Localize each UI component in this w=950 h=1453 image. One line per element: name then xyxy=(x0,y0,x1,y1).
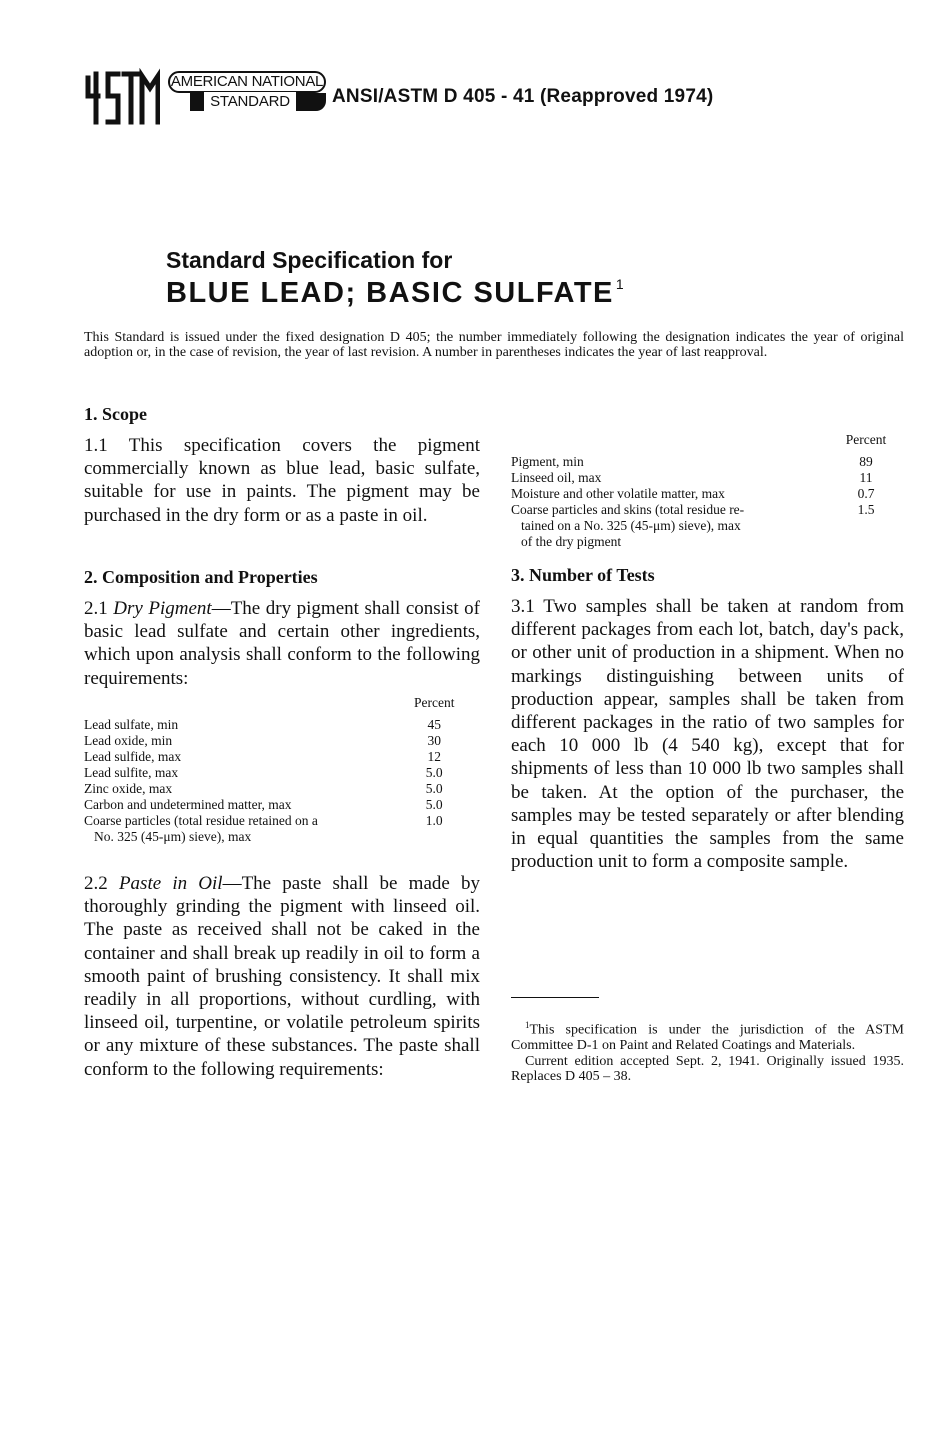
astm-logo xyxy=(84,68,160,126)
row-value: 1.5 xyxy=(857,502,875,517)
section-2-2-paragraph xyxy=(84,872,480,1081)
section-2-1-title: Dry Pigment xyxy=(113,598,212,619)
footnote-text: This specification is under the jurisdiction of the ASTM Committee D-1 on Paint and Related Coatings and Materials. xyxy=(511,1022,904,1054)
footnote-1 xyxy=(511,1018,904,1054)
section-1-1-paragraph: 1.1 This specification covers the pigment commercially known as blue lead, basic sulfate, suitable for use in paints. The pigment may be purchased in the dry form or as a paste in oil. xyxy=(84,435,480,526)
document-title xyxy=(166,276,624,310)
table-row xyxy=(84,797,454,813)
table-row xyxy=(84,781,454,797)
footnote-mark: 1 xyxy=(525,1020,530,1030)
row-label: Lead sulfide, max xyxy=(84,749,182,764)
table-row xyxy=(84,765,454,781)
title-line2: BLUE LEAD; BASIC SULFATE xyxy=(166,277,614,309)
astm-logo-icon xyxy=(84,68,160,126)
row-label: Lead sulfate, min xyxy=(84,717,179,732)
row-value xyxy=(414,829,454,845)
table-header-percent: Percent xyxy=(414,695,455,710)
section-2-heading: 2. Composition and Properties xyxy=(84,567,318,587)
requirements-table xyxy=(84,695,454,845)
row-value: 89 xyxy=(859,454,873,469)
table-row xyxy=(84,829,454,845)
row-label: Carbon and undetermined matter, max xyxy=(84,797,292,812)
intro-paragraph: This Standard is issued under the fixed designation D 405; the number immediately following the designation indicates the year of original adoption or, in the case of revision, the year of last revision. A number in parentheses indicates the year of last reapproval. xyxy=(84,330,904,360)
table-row xyxy=(511,486,903,502)
paste-in-oil-table xyxy=(511,432,904,550)
row-label: tained on a No. 325 (45-μm) sieve), max xyxy=(521,518,741,533)
row-value: 0.7 xyxy=(857,486,875,501)
table-row xyxy=(84,813,454,829)
row-label: Zinc oxide, max xyxy=(84,781,173,796)
table-row xyxy=(84,749,454,765)
title-footnote-mark: 1 xyxy=(615,276,624,292)
row-label: Lead oxide, min xyxy=(84,733,173,748)
row-label: No. 325 (45-μm) sieve), max xyxy=(94,829,252,844)
section-3-heading: 3. Number of Tests xyxy=(511,565,655,585)
row-label: Coarse particles (total residue retained on a xyxy=(84,813,318,828)
dry-pigment-table xyxy=(84,695,480,845)
table-row xyxy=(511,502,903,518)
row-label: Coarse particles and skins (total residue re- xyxy=(511,502,745,517)
row-label: Pigment, min xyxy=(511,454,584,469)
table-row xyxy=(511,518,903,534)
row-label: Lead sulfite, max xyxy=(84,765,179,780)
badge-line1: AMERICAN NATIONAL xyxy=(168,71,326,93)
requirements-table xyxy=(511,432,903,550)
badge-line2: STANDARD xyxy=(204,92,296,112)
table-row xyxy=(511,534,903,550)
row-value: 5.0 xyxy=(425,781,443,796)
section-2-2-number: 2.2 xyxy=(84,873,108,894)
row-value: 11 xyxy=(859,470,873,485)
row-value: 1.0 xyxy=(425,813,443,828)
document-designation: ANSI/ASTM D 405 - 41 (Reapproved 1974) xyxy=(332,86,714,107)
row-value: 5.0 xyxy=(425,765,443,780)
row-value: 30 xyxy=(427,733,441,748)
american-national-standard-badge xyxy=(168,71,328,115)
row-label: of the dry pigment xyxy=(521,534,622,549)
section-3-1-paragraph: 3.1 Two samples shall be taken at random from different packages from each lot, batch, day's pack, or other unit of production in a shipment. When no markings distinguishing between units of production appear, samples shall be taken from different packages in the ratio of two samples for each 10 000 lb (4 540 kg), except that for shipments of less than 10 000 lb two samples shall be taken. At the option of the purchaser, the samples may be tested separately or after blending in equal quantities the samples from the same production unit to form a composite sample. xyxy=(511,596,904,873)
table-row xyxy=(84,733,454,749)
row-value: 5.0 xyxy=(425,797,443,812)
section-2-1-paragraph xyxy=(84,597,480,690)
title-line1: Standard Specification for xyxy=(166,247,453,273)
footnote-divider xyxy=(511,997,599,998)
row-label: Moisture and other volatile matter, max xyxy=(511,486,725,501)
row-value xyxy=(829,518,903,534)
table-row xyxy=(511,454,903,470)
section-2-2-text: —The paste shall be made by thoroughly grinding the pigment with linseed oil. The paste as received shall not be caked in the container and shall break up readily in oil to form a smooth paint of brushing consistency. It shall mix readily in all proportions, without curdling, with linseed oil, turpentine, or volatile petroleum spirits or any mixture of these substances. The paste shall conform to the following requirements: xyxy=(84,873,480,1080)
footnote xyxy=(511,1018,904,1085)
row-value: 45 xyxy=(427,717,441,732)
table-header-percent: Percent xyxy=(845,432,887,447)
table-row xyxy=(511,470,903,486)
section-1-heading: 1. Scope xyxy=(84,404,147,424)
section-2-1-text: —The dry pigment shall consist of basic lead sulfate and certain other ingredients, which upon analysis shall conform to the following requirements: xyxy=(84,598,480,689)
row-label: Linseed oil, max xyxy=(511,470,602,485)
row-value: 12 xyxy=(427,749,441,764)
footnote-edition: Current edition accepted Sept. 2, 1941. Originally issued 1935. Replaces D 405 – 38. xyxy=(511,1053,904,1085)
row-value xyxy=(829,534,903,550)
section-2-1-number: 2.1 xyxy=(84,598,108,619)
section-2-2-title: Paste in Oil xyxy=(118,873,223,894)
table-row xyxy=(84,717,454,733)
